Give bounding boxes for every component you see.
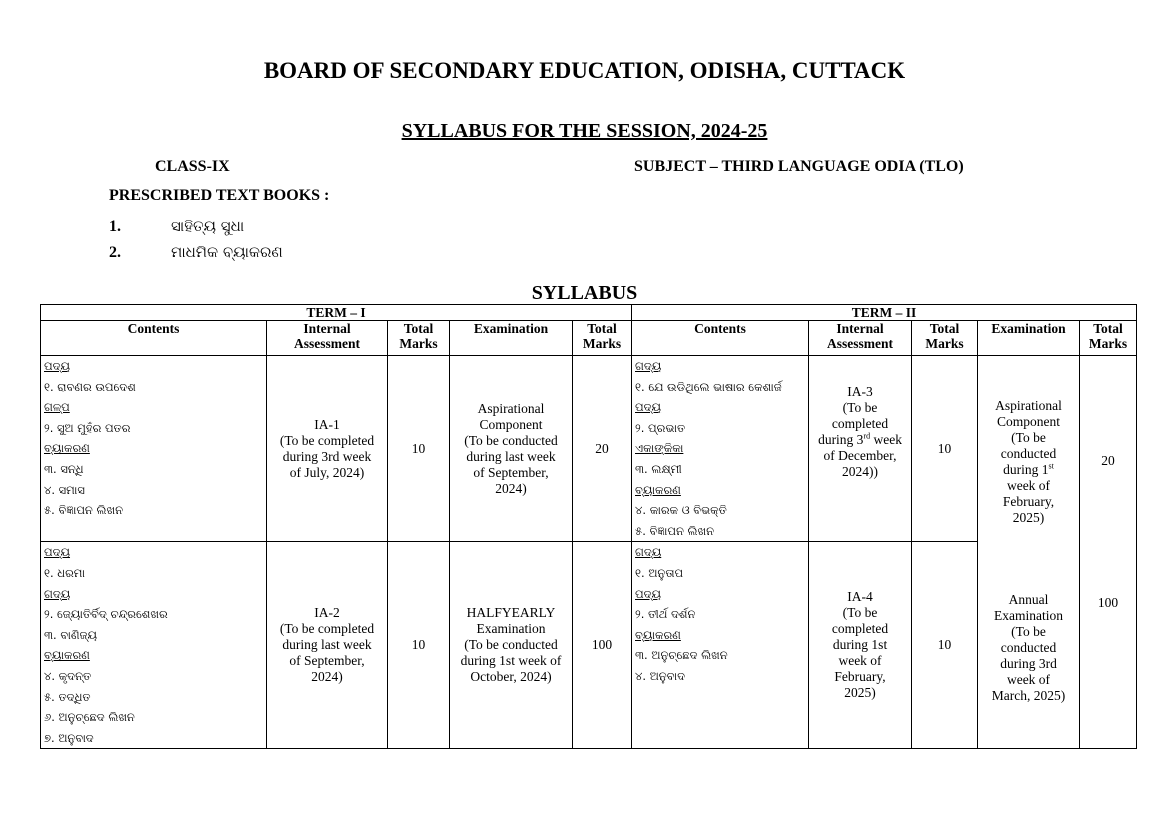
book-title: ସାହିତ୍ୟ ସୁଧା [171,217,245,235]
term1-halfyearly-marks: 100 [573,542,632,749]
cell-line: HALFYEARLY [466,605,556,621]
term2-ia4-marks: 10 [912,542,978,749]
cell-line: Aspirational [477,400,545,416]
col-internal-assessment: Internal Assessment [267,321,388,356]
term2-block2-contents [632,542,809,749]
term2-ia3: IA-3 (To be completed during 3rd week of December, 2024)) [809,356,912,542]
syllabus-table [40,304,1137,749]
cell-line: (To be conducted [464,432,558,448]
term1-ia1 [267,356,388,542]
cell-line: during 3rd [1000,656,1057,671]
content-item: ୫. ବିଜ୍ଞାପନ ଲିଖନ [44,503,124,518]
cell-line: October, 2024) [470,669,552,685]
cell-line: during 1st [832,637,888,653]
cell-line: completed [831,621,889,637]
term1-ia2-marks: 10 [388,542,450,749]
content-item: ୨. ଜ୍ୟୋତିର୍ବିଦ୍ ଚନ୍ଦ୍ରଶେଖର [44,607,168,622]
cell-line: during 1st week of [460,653,562,669]
syllabus-heading: SYLLABUS [531,282,638,304]
content-heading: ଗଦ୍ୟ [44,586,71,601]
cell-line: IA-4 [847,589,873,605]
cell-line: (To be [1011,624,1046,639]
cell-line: Examination [476,621,546,637]
term1-block2-contents [41,542,267,749]
cell-line: February, [834,669,886,685]
cell-line: March, 2025) [991,688,1066,703]
content-item: ୪. ଅନୁବାଦ [635,668,686,683]
prescribed-books-label: PRESCRIBED TEXT BOOKS : [109,187,330,204]
col-contents: Contents [632,321,809,356]
content-item: ୩. ଅନୁଚ୍ଛେଦ ଲିଖନ [635,648,728,663]
term1-ia2 [267,542,388,749]
term1-header: TERM – I [41,305,632,321]
content-item: ୨. ତୀର୍ଥ ଦର୍ଶନ [635,607,696,622]
content-item: ୪. ସମାସ [44,482,85,497]
cell-line: 2024) [495,480,527,496]
content-heading: ଏକାଙ୍କିକା [635,441,684,456]
term2-header: TERM – II [632,305,1137,321]
content-item: ୫. ବିଜ୍ଞାପନ ଲିଖନ [635,523,715,538]
term1-ia1-marks: 10 [388,356,450,542]
cell-line: week of [1006,672,1051,687]
term1-block1-contents [41,356,267,542]
col-total-marks: Total Marks [573,321,632,356]
content-heading: ଗଳ୍ପ [44,400,70,415]
col-total-marks: Total Marks [388,321,450,356]
content-item: ୭. ଅନୁବାଦ [44,730,94,745]
term2-annual-exam [992,592,1065,703]
content-heading: ବ୍ୟାକରଣ [635,627,681,642]
cell-line: of September, [473,464,549,480]
col-examination: Examination [978,321,1080,356]
term1-halfyearly-exam [450,542,573,749]
content-heading: ବ୍ୟାକରଣ [44,441,90,456]
content-item: ୨. ସୁଅ ମୁହଁର ପତର [44,420,131,435]
content-item: ୬. ଅନୁଚ୍ଛେଦ ଲିଖନ [44,710,135,725]
term2-aspirational-exam: Aspirational Component (To be conducted during 1st week of February, 2025) Annual Examination (To be conducted during 3rd week of March, 2025) [978,356,1080,749]
cell-line: during 3rd week [282,448,372,464]
board-title: BOARD OF SECONDARY EDUCATION, ODISHA, CUTTACK [263,58,906,83]
content-heading: ପଦ୍ୟ [635,586,662,601]
term1-aspirational-marks: 20 [573,356,632,542]
cell-line: Annual [1008,592,1049,607]
col-total-marks: Total Marks [912,321,978,356]
col-total-marks: Total Marks [1080,321,1137,356]
class-label: CLASS-IX [155,158,230,175]
content-heading: ପଦ୍ୟ [44,545,71,560]
content-item: ୪. କାରକ ଓ ବିଭକ୍ତି [635,503,727,518]
book-number: 2. [109,244,121,261]
content-item: ୫. ତଦ୍ଧିତ [44,689,91,704]
cell-line: IA-2 [314,605,340,621]
term2-ia4 [809,542,912,749]
col-contents: Contents [41,321,267,356]
term2-exam-marks: 20 100 [1080,356,1137,749]
term2-ia3-marks: 10 [912,356,978,542]
content-heading: ବ୍ୟାକରଣ [44,648,90,663]
content-item: ୧. ଯେ ଉଡିଥିଲେ ଭାଷାର କେଶାର୍ଜ [635,379,782,394]
cell-line: conducted [1000,640,1057,655]
col-examination: Examination [450,321,573,356]
cell-line: Component [479,416,543,432]
cell-line: week of [838,653,882,669]
cell-line: of September, [289,653,365,669]
term2-block1-contents [632,356,809,542]
content-heading: ଗଦ୍ୟ [635,545,662,560]
cell-line: (To be [842,605,878,621]
cell-line: 2025) [844,685,876,701]
cell-line: Examination [994,608,1063,623]
cell-line: IA-1 [314,416,340,432]
content-item: ୧. ଅନୁତାପ [635,565,684,580]
col-internal-assessment: Internal Assessment [809,321,912,356]
book-title: ମାଧମିକ ବ୍ୟାକରଣ [171,243,283,261]
term1-aspirational-exam [450,356,573,542]
cell-line: during last week [466,448,556,464]
content-heading: ପଦ୍ୟ [635,400,662,415]
content-item: ୩. ଲକ୍ଷ୍ମୀ [635,461,682,476]
cell-line: (To be completed [279,621,375,637]
content-heading: ବ୍ୟାକରଣ [635,482,681,497]
content-item: ୨. ପ୍ରଭାତ [635,420,686,435]
content-heading: ଗଦ୍ୟ [635,359,662,373]
cell-line: 2024) [311,669,343,685]
cell-line: of July, 2024) [289,464,365,480]
content-item: ୧. ରାବଣର ଉପଦେଶ [44,379,136,394]
content-item: ୩. ବାଣିଜ୍ୟ [44,627,97,642]
book-number: 1. [109,218,121,235]
content-item: ୩. ସନ୍ଧି [44,461,84,476]
content-item: ୧. ଧରମା [44,565,86,580]
content-item: ୪. କୃଦନ୍ତ [44,668,92,683]
content-heading: ପଦ୍ୟ [44,359,71,373]
session-title: SYLLABUS FOR THE SESSION, 2024-25 [401,120,768,142]
cell-line: (To be conducted [464,637,558,653]
subject-label: SUBJECT – THIRD LANGUAGE ODIA (TLO) [634,158,964,175]
cell-line: during last week [282,637,372,653]
cell-line: (To be completed [279,432,375,448]
